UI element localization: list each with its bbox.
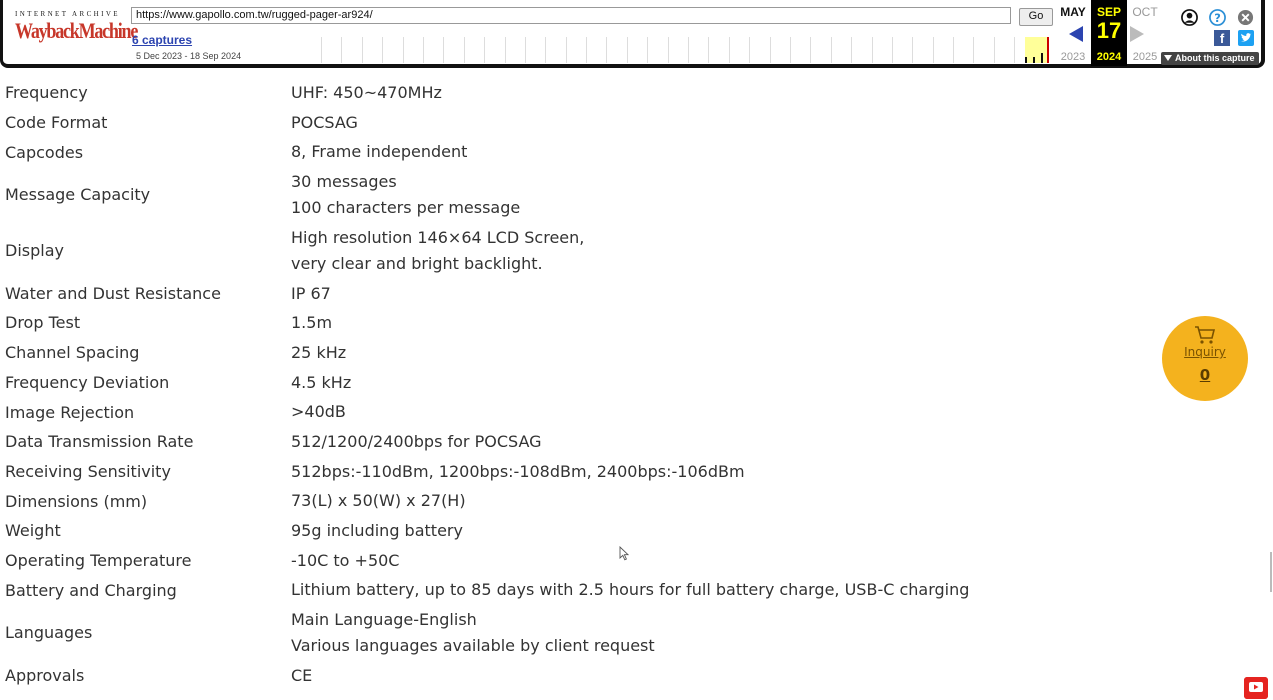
logo-top-text: INTERNET ARCHIVE xyxy=(15,10,120,18)
spec-row xyxy=(0,516,1000,546)
spec-value xyxy=(291,225,584,276)
spec-value-line: 30 messages xyxy=(291,172,397,192)
sparkline-bar xyxy=(1033,57,1035,63)
spec-value xyxy=(291,80,442,106)
spec-row xyxy=(0,546,1000,576)
sparkline-tick xyxy=(627,37,628,63)
spec-label: Battery and Charging xyxy=(5,580,177,600)
spec-value xyxy=(291,663,312,689)
spec-value xyxy=(291,370,351,396)
inquiry-count[interactable]: 0 xyxy=(1199,366,1211,384)
spec-label: Capcodes xyxy=(5,142,84,162)
spec-label: Data Transmission Rate xyxy=(5,432,194,452)
capture-date-range: 5 Dec 2023 - 18 Sep 2024 xyxy=(136,51,242,61)
sparkline-tick xyxy=(668,37,669,63)
cart-icon xyxy=(1194,325,1216,345)
sparkline-tick xyxy=(484,37,485,63)
spec-label: Channel Spacing xyxy=(5,343,140,363)
sparkline-tick xyxy=(933,37,934,63)
current-month-label: SEP xyxy=(1096,5,1121,19)
spec-value xyxy=(291,548,399,574)
spec-row xyxy=(0,605,1000,661)
spec-value-line: Main Language-English xyxy=(291,610,477,630)
spec-row xyxy=(0,486,1000,516)
spec-value-line: 512/1200/2400bps for POCSAG xyxy=(291,431,542,451)
spec-table xyxy=(0,78,1000,690)
sparkline-tick xyxy=(341,37,342,63)
spec-value-line: 1.5m xyxy=(291,313,333,333)
spec-value-line: -10C to +50C xyxy=(291,550,400,570)
spec-value xyxy=(291,310,332,336)
spec-row xyxy=(0,338,1000,368)
sparkline-tick xyxy=(647,37,648,63)
sparkline-tick xyxy=(423,37,424,63)
spec-value-line: 95g including battery xyxy=(291,521,463,541)
spec-row xyxy=(0,278,1000,308)
spec-value xyxy=(291,429,542,455)
sparkline-tick xyxy=(586,37,587,63)
go-button[interactable]: Go xyxy=(1019,8,1053,26)
spec-value xyxy=(291,169,520,220)
sparkline-tick xyxy=(403,37,404,63)
sparkline-tick xyxy=(770,37,771,63)
sparkline-tick xyxy=(851,37,852,63)
sparkline-tick xyxy=(505,37,506,63)
month-current xyxy=(1091,0,1127,66)
sparkline-tick xyxy=(688,37,689,63)
spec-row xyxy=(0,223,1000,279)
sparkline-tick xyxy=(953,37,954,63)
logo-main-text: WaybackMachine xyxy=(15,18,138,43)
spec-value xyxy=(291,399,346,425)
spec-value-line: Various languages available by client request xyxy=(291,635,655,655)
spec-value xyxy=(291,110,358,136)
prev-month-label: MAY xyxy=(1060,5,1086,19)
spec-label: Display xyxy=(5,241,64,261)
inquiry-badge[interactable] xyxy=(1162,316,1248,401)
spec-value xyxy=(291,488,466,514)
spec-label: Operating Temperature xyxy=(5,550,192,570)
spec-label: Water and Dust Resistance xyxy=(5,283,221,303)
sparkline-tick xyxy=(810,37,811,63)
spec-label: Receiving Sensitivity xyxy=(5,461,171,481)
month-selector xyxy=(1055,0,1165,66)
sparkline-current-year xyxy=(1025,37,1049,63)
sparkline-tick xyxy=(831,37,832,63)
wayback-toolbar xyxy=(0,0,1265,68)
spec-value-line: POCSAG xyxy=(291,112,358,132)
next-month-label: OCT xyxy=(1132,5,1158,19)
spec-row xyxy=(0,575,1000,605)
prev-year-label: 2023 xyxy=(1060,51,1086,63)
spec-value-line: UHF: 450~470MHz xyxy=(291,83,442,103)
sparkline-tick xyxy=(790,37,791,63)
spec-row xyxy=(0,427,1000,457)
month-next[interactable] xyxy=(1127,0,1163,66)
spec-label: Frequency xyxy=(5,83,88,103)
about-capture-button[interactable]: About this capture xyxy=(1161,52,1259,65)
sparkline-tick xyxy=(994,37,995,63)
inquiry-label[interactable]: Inquiry xyxy=(1184,345,1226,359)
sparkline-tick xyxy=(912,37,913,63)
spec-row xyxy=(0,308,1000,338)
sparkline-tick xyxy=(1014,37,1015,63)
spec-label: Languages xyxy=(5,623,93,643)
spec-value-line: 73(L) x 50(W) x 27(H) xyxy=(291,491,466,511)
spec-value-line: CE xyxy=(291,665,313,685)
spec-label: Approvals xyxy=(5,666,85,686)
sparkline-tick xyxy=(362,37,363,63)
spec-value-line: >40dB xyxy=(291,402,346,422)
next-year-label: 2025 xyxy=(1132,51,1158,63)
capture-sparkline[interactable] xyxy=(321,37,1055,63)
spec-row xyxy=(0,368,1000,398)
sparkline-bar xyxy=(1047,37,1049,63)
spec-label: Message Capacity xyxy=(5,185,151,205)
spec-label: Dimensions (mm) xyxy=(5,491,148,511)
sparkline-tick xyxy=(749,37,750,63)
spec-value xyxy=(291,139,467,165)
spec-label: Weight xyxy=(5,521,61,541)
spec-row xyxy=(0,78,1000,108)
spec-value-line: very clear and bright backlight. xyxy=(291,253,543,273)
sparkline-tick xyxy=(566,37,567,63)
sparkline-tick xyxy=(464,37,465,63)
spec-label: Image Rejection xyxy=(5,402,135,422)
help-icon[interactable] xyxy=(1209,9,1226,26)
sparkline-tick xyxy=(973,37,974,63)
sparkline-tick xyxy=(872,37,873,63)
spec-value-line: 4.5 kHz xyxy=(291,372,352,392)
month-prev[interactable] xyxy=(1055,0,1091,66)
sparkline-bar xyxy=(1025,57,1027,63)
sparkline-tick xyxy=(545,37,546,63)
spec-row xyxy=(0,661,1000,691)
spec-value-line: 25 kHz xyxy=(291,342,347,362)
captures-link[interactable]: 6 captures xyxy=(132,33,193,47)
spec-value xyxy=(291,607,655,658)
sparkline-tick xyxy=(525,37,526,63)
facebook-icon[interactable]: f xyxy=(1214,30,1230,46)
spec-value-line: 512bps:-110dBm, 1200bps:-108dBm, 2400bps:-106dBm xyxy=(291,461,745,481)
sparkline-tick xyxy=(321,37,322,63)
spec-row xyxy=(0,137,1000,167)
url-input[interactable]: https://www.gapollo.com.tw/rugged-pager-ar924/ xyxy=(131,7,1011,24)
sparkline-tick xyxy=(892,37,893,63)
sparkline-tick xyxy=(443,37,444,63)
sparkline-tick xyxy=(606,37,607,63)
wayback-logo[interactable] xyxy=(15,10,138,52)
spec-value-line: High resolution 146×64 LCD Screen, xyxy=(291,228,585,248)
scrollbar[interactable] xyxy=(1270,552,1272,592)
twitter-icon[interactable] xyxy=(1238,30,1254,46)
spec-value xyxy=(291,340,346,366)
spec-value xyxy=(291,577,969,603)
spec-value xyxy=(291,518,463,544)
spec-row xyxy=(0,108,1000,138)
spec-row xyxy=(0,457,1000,487)
spec-value-line: IP 67 xyxy=(291,283,331,303)
sparkline-tick xyxy=(708,37,709,63)
mouse-cursor-icon xyxy=(619,546,629,561)
current-year-label: 2024 xyxy=(1096,51,1122,63)
spec-value xyxy=(291,281,331,307)
user-icon[interactable] xyxy=(1181,9,1198,26)
spec-value-line: 100 characters per message xyxy=(291,197,521,217)
spec-value-line: 8, Frame independent xyxy=(291,142,468,162)
spec-label: Code Format xyxy=(5,113,108,133)
spec-label: Frequency Deviation xyxy=(5,372,170,392)
spec-value xyxy=(291,459,745,485)
close-icon[interactable] xyxy=(1237,9,1254,26)
subscribe-icon[interactable] xyxy=(1244,677,1268,699)
current-day-label: 17 xyxy=(1096,18,1122,43)
svg-text:?: ? xyxy=(1214,10,1221,25)
spec-label: Drop Test xyxy=(5,313,81,333)
spec-row xyxy=(0,167,1000,223)
sparkline-tick xyxy=(382,37,383,63)
spec-value-line: Lithium battery, up to 85 days with 2.5 hours for full battery charge, USB-C charging xyxy=(291,580,970,600)
spec-row xyxy=(0,397,1000,427)
sparkline-tick xyxy=(729,37,730,63)
sparkline-bar xyxy=(1041,53,1043,63)
